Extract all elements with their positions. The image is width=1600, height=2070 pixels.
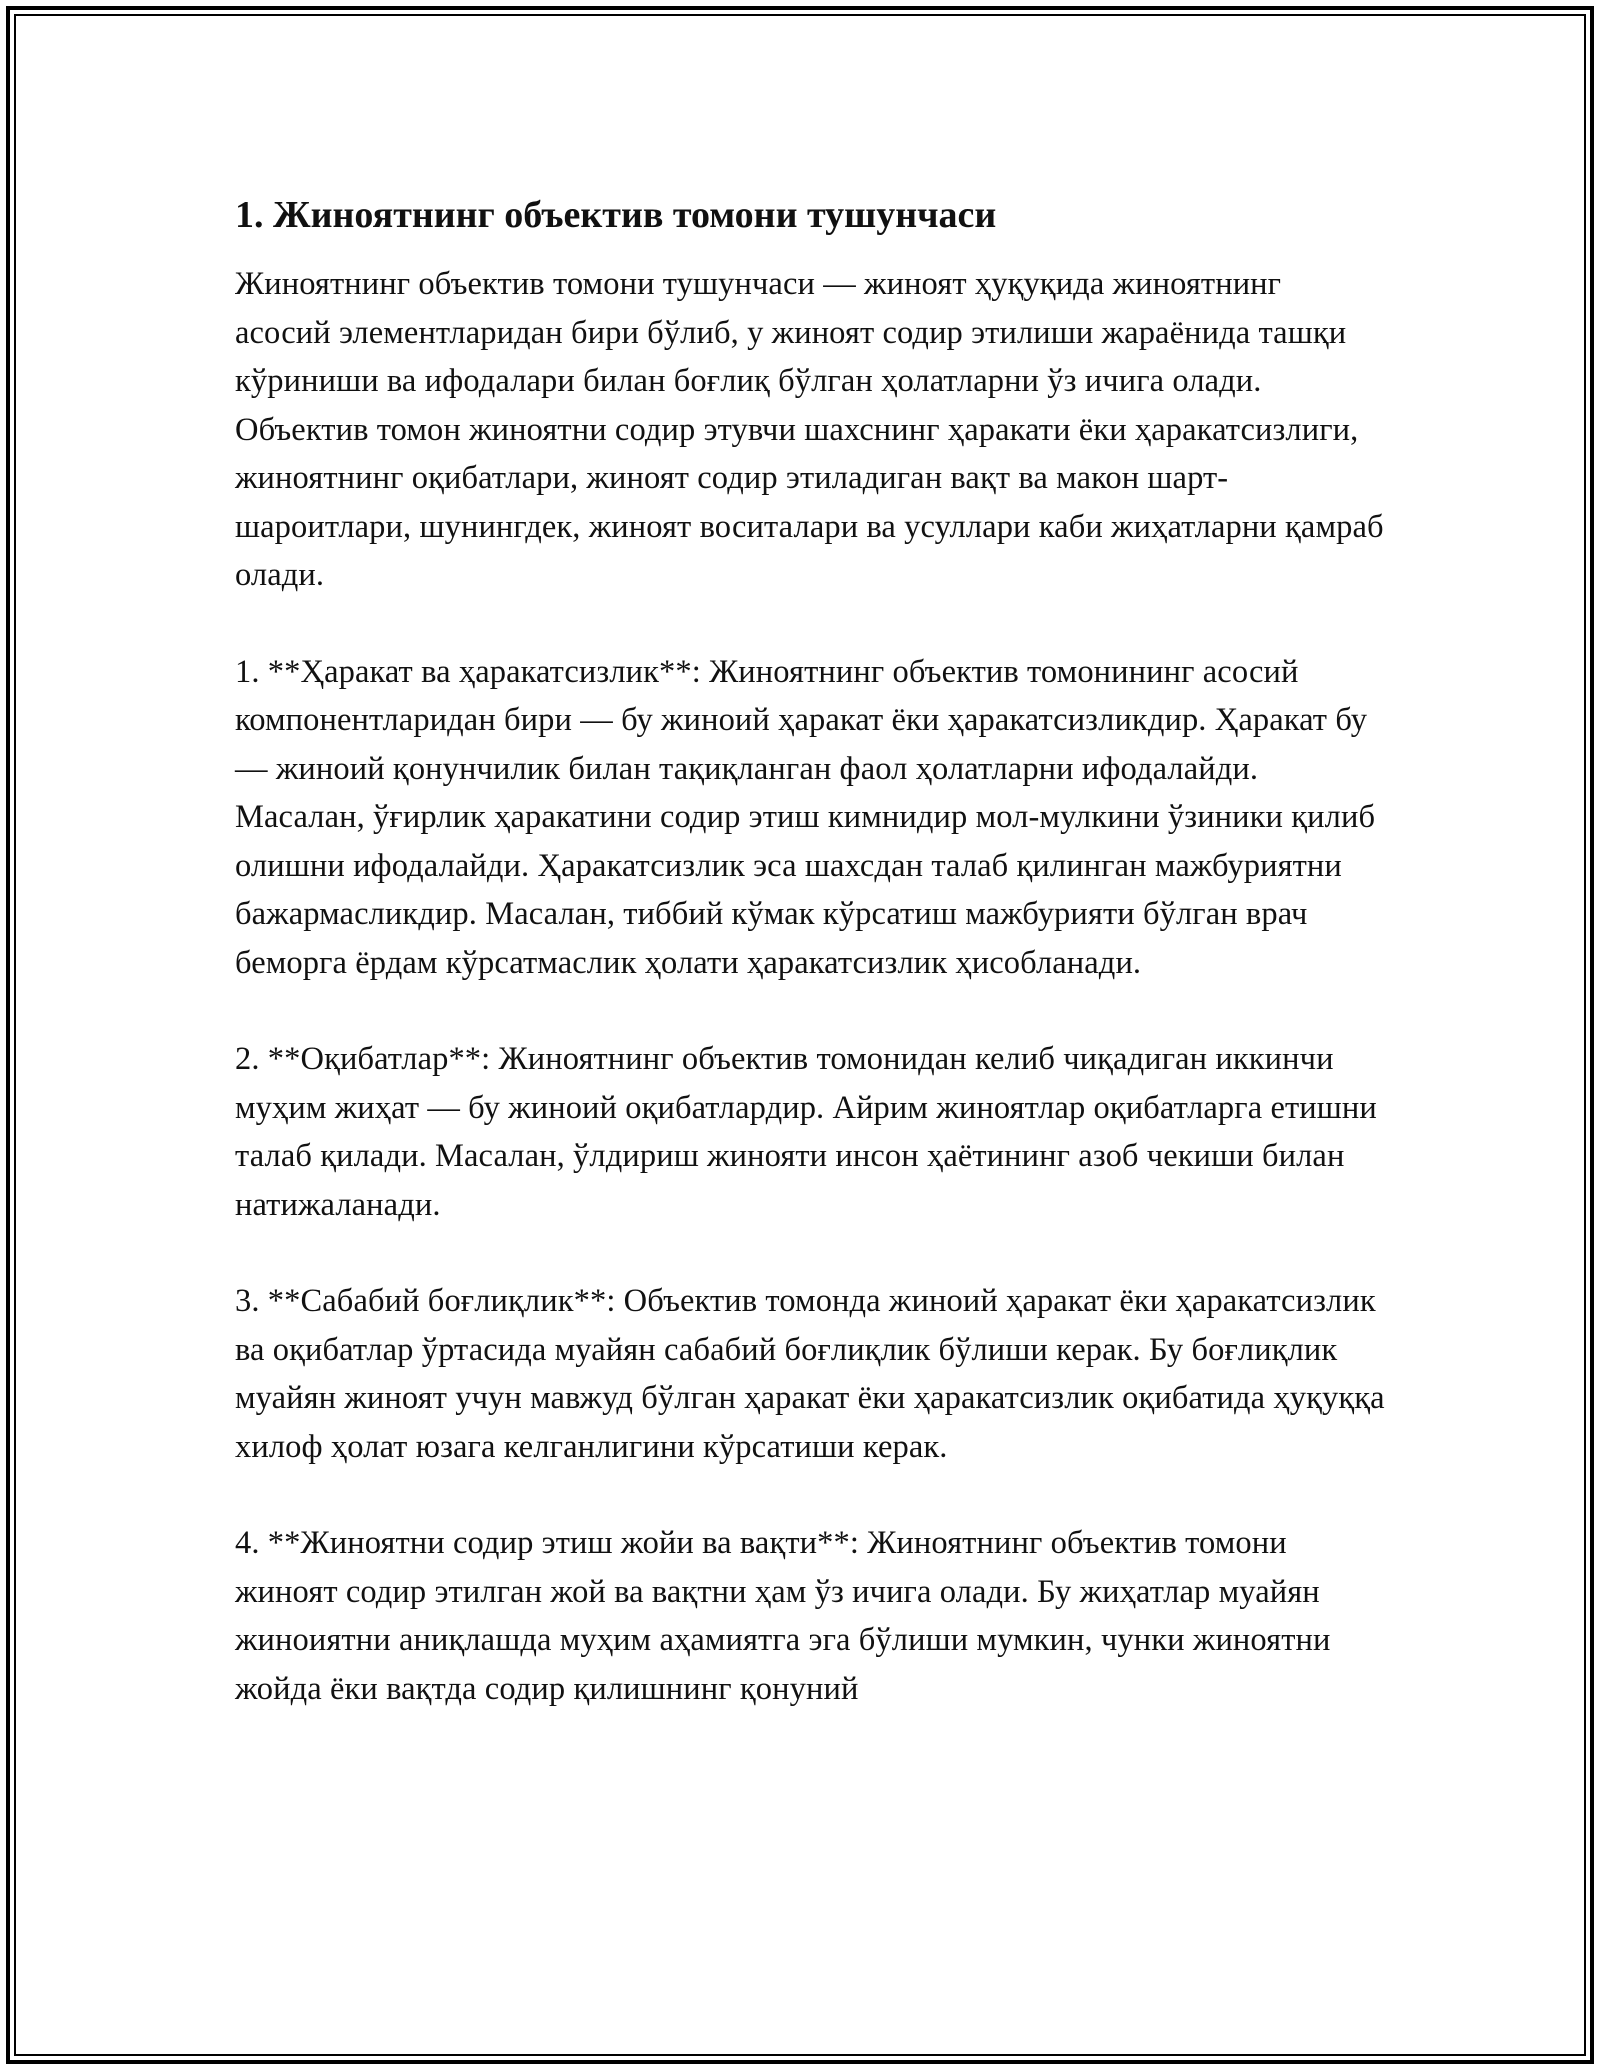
document-title: 1. Жиноятнинг объектив томони тушунчаси (235, 194, 997, 236)
paragraph-place-and-time: 4. **Жиноятни содир этиш жойи ва вақти**: Жиноятнинг объектив томони жиноят содир этилган жой ва вақтни ҳам ўз ичига олади. Бу жиҳатлар муайян жиноиятни аниқлашда муҳим аҳамиятга эга бўлиши мумкин, чунки жиноятни жойда ёки вақтда содир қилишнинг қонуний (235, 1525, 1331, 1707)
paragraph-action-inaction: 1. **Ҳаракат ва ҳаракатсизлик**: Жиноятнинг объектив томонининг асосий компонентларидан бири — бу жиноий ҳаракат ёки ҳаракатсизликдир. Ҳаракат бу — жиноий қонунчилик билан тақиқланган фаол ҳолатларни ифодалайди. Масалан, ўғирлик ҳаракатини содир этиш кимнидир мол-мулкини ўзиники қилиб олишни ифодалайди. Ҳаракатсизлик эса шахсдан талаб қилинган мажбуриятни бажармасликдир. Масалан, тиббий кўмак кўрсатиш мажбурияти бўлган врач беморга ёрдам кўрсатмаслик ҳолати ҳаракатсизлик ҳисобланади. (235, 653, 1376, 981)
document-body (235, 188, 1385, 1713)
paragraph-consequences: 2. **Оқибатлар**: Жиноятнинг объектив томонидан келиб чиқадиган иккинчи муҳим жиҳат — бу жиноий оқибатлардир. Айрим жиноятлар оқибатларга етишни талаб қилади. Масалан, ўлдириш жинояти инсон ҳаётининг азоб чекиши билан натижаланади. (235, 1041, 1377, 1223)
paragraph-causal-link: 3. **Сабабий боғлиқлик**: Объектив томонда жиноий ҳаракат ёки ҳаракатсизлик ва оқибатлар ўртасида муайян сабабий боғлиқлик бўлиши керак. Бу боғлиқлик муайян жиноят учун мавжуд бўлган ҳаракат ёки ҳаракатсизлик оқибатида ҳуқуққа хилоф ҳолат юзага келганлигини кўрсатиши керак. (235, 1283, 1385, 1465)
intro-paragraph: Жиноятнинг объектив томони тушунчаси — жиноят ҳуқуқида жиноятнинг асосий элементларидан бири бўлиб, у жиноят содир этилиши жараёнида ташқи кўриниши ва ифодалари билан боғлиқ бўлган ҳолатларни ўз ичига олади. Объектив томон жиноятни содир этувчи шахснинг ҳаракати ёки ҳаракатсизлиги, жиноятнинг оқибатлари, жиноят содир этиладиган вақт ва макон шарт-шароитлари, шунингдек, жиноят воситалари ва усуллари каби жиҳатларни қамраб олади. (235, 266, 1384, 593)
